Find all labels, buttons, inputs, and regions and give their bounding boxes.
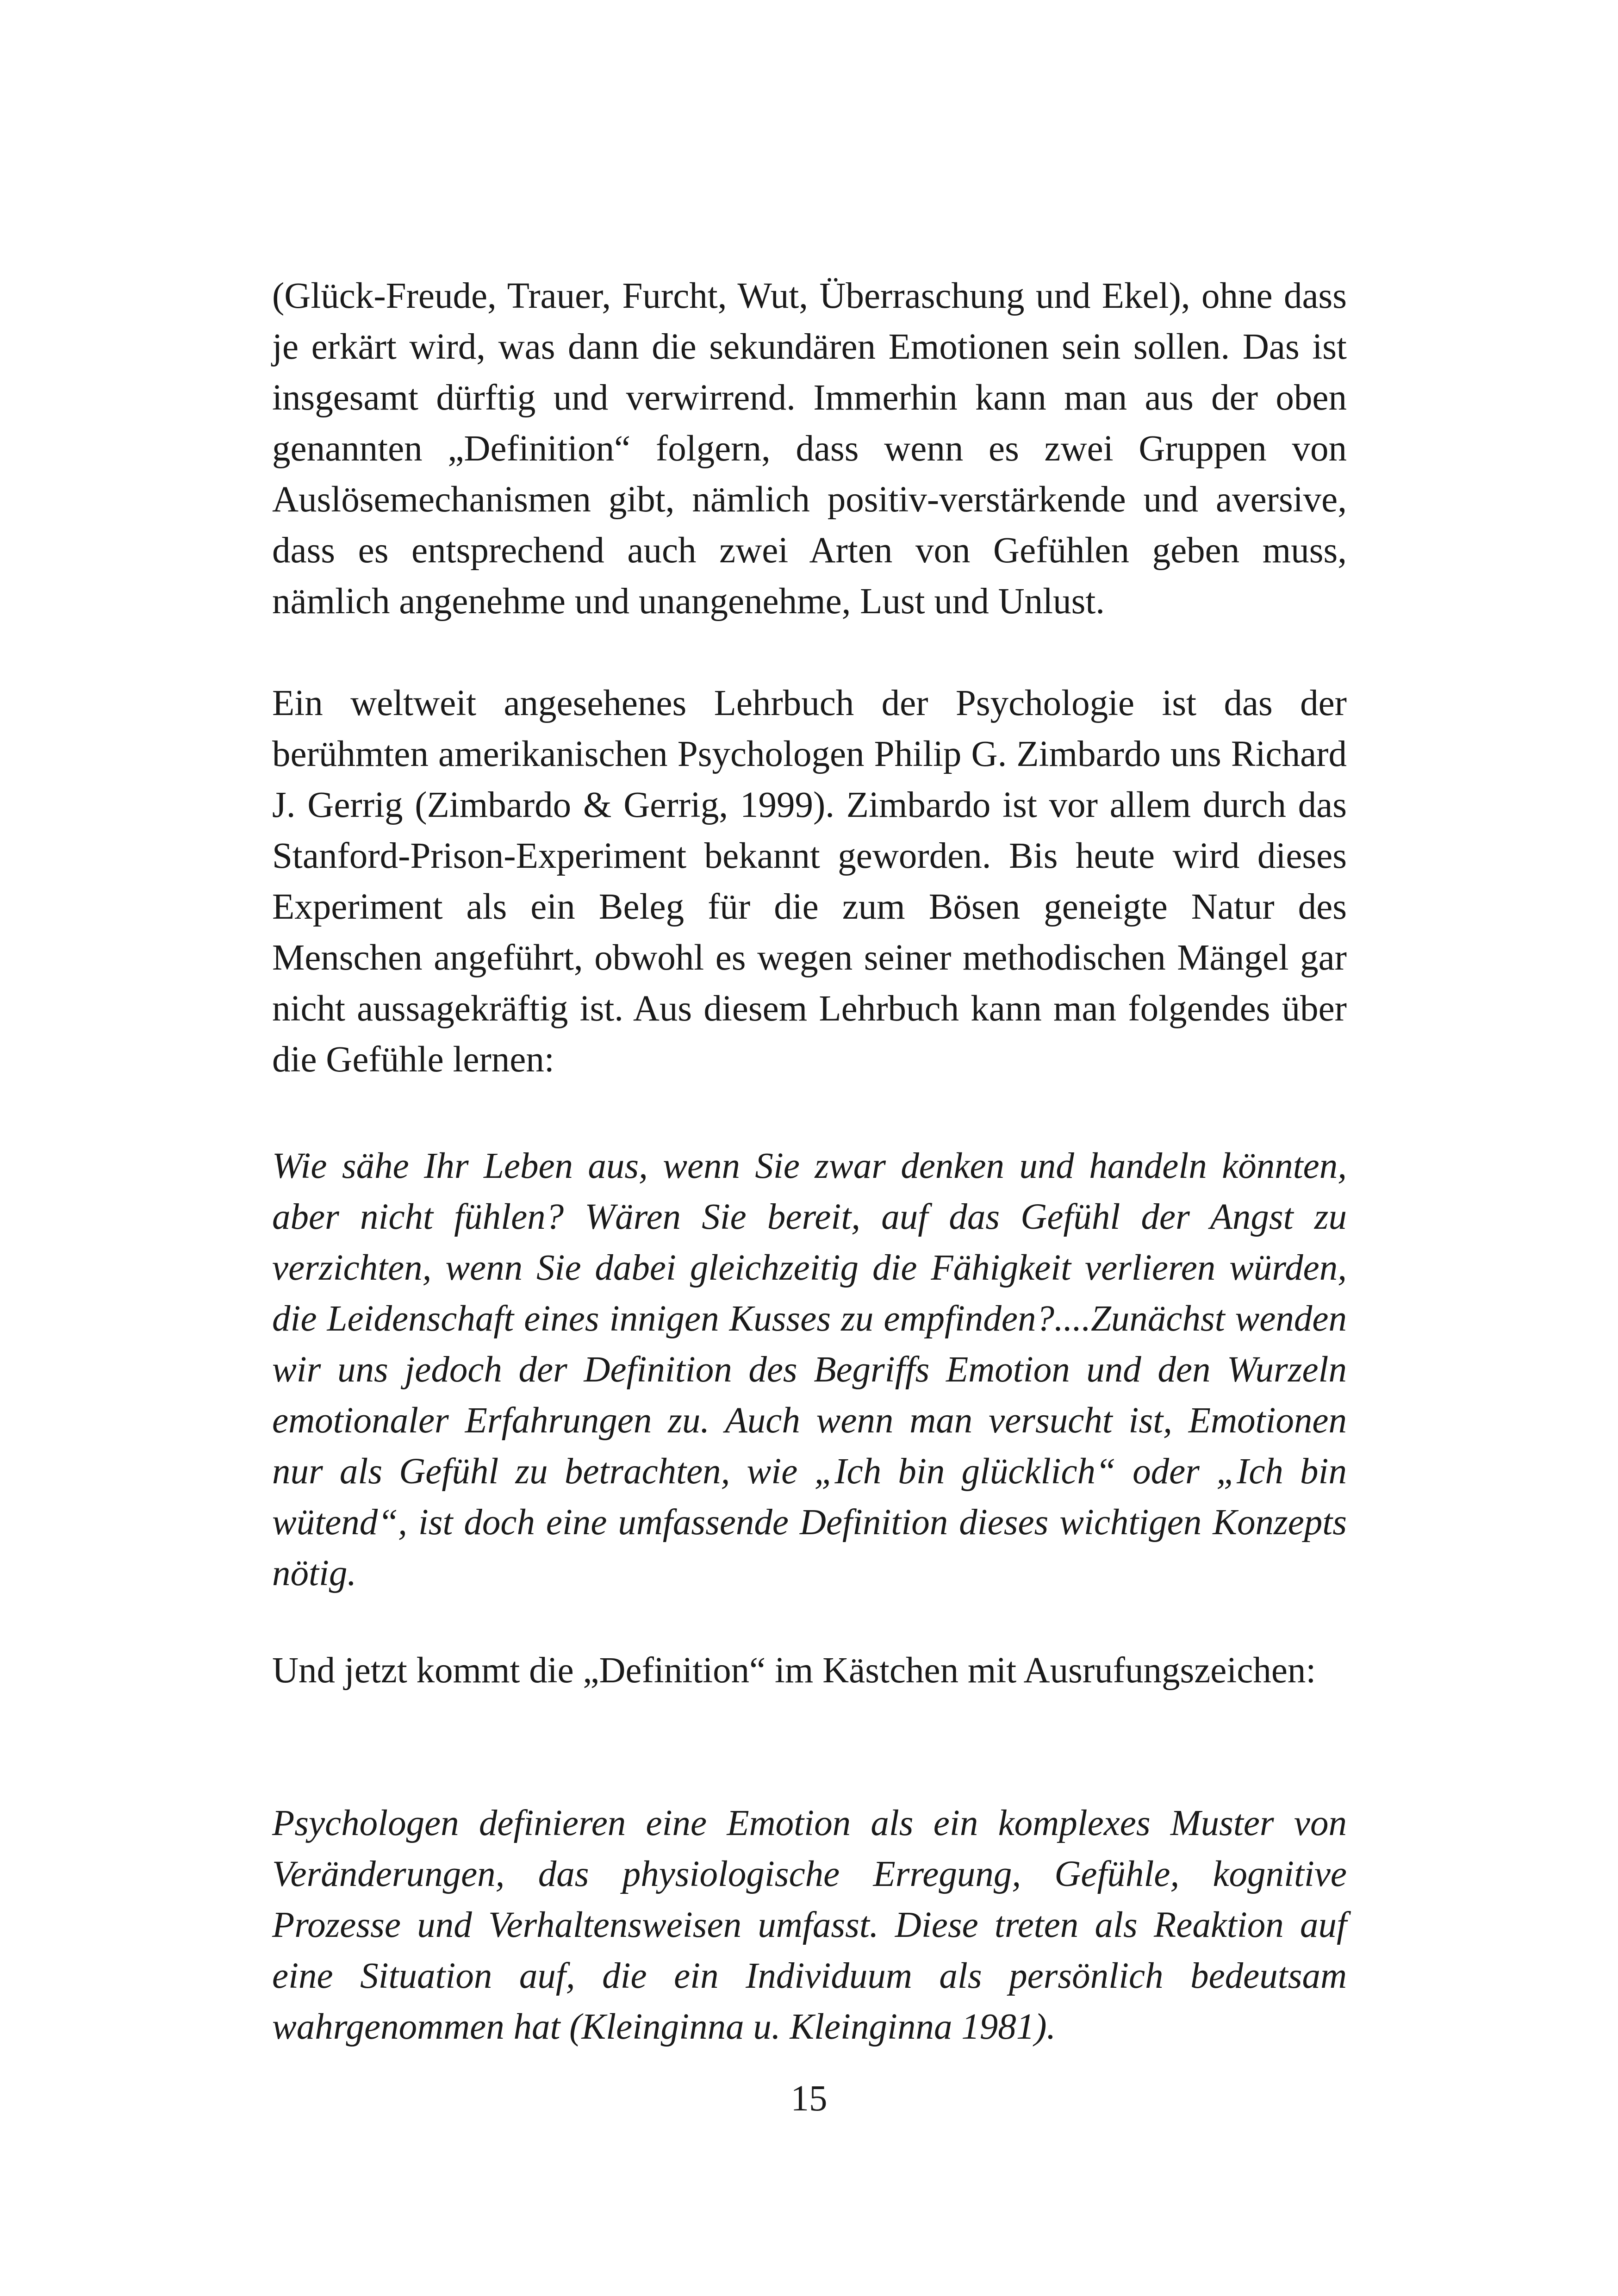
paragraph-zimbardo-textbook: Ein weltweit angesehenes Lehrbuch der Psychologie ist das der berühmten amerikanischen Psychologen Philip G. Zimbardo uns Richard J. Gerrig (Zimbardo & Gerrig, 1999). Zimbardo ist vor allem durch das Stanford-Prison-Experiment bekannt geworden. Bis heute wird dieses Experiment als ein Beleg für die zum Bösen geneigte Natur des Menschen angeführt, obwohl es wegen seiner methodischen Mängel gar nicht aussagekräftig ist. Aus diesem Lehrbuch kann man folgendes über die Gefühle lernen: (272, 683, 1347, 1080)
quote-textbook-introduction: Wie sähe Ihr Leben aus, wenn Sie zwar denken und handeln könnten, aber nicht fühlen? Wären Sie bereit, auf das Gefühl der Angst zu verzichten, wenn Sie dabei gleichzeitig die Fähigkeit verlieren würden, die Leidenschaft eines innigen Kusses zu empfinden?....Zunächst wenden wir uns jedoch der Definition des Begriffs Emotion und den Wurzeln emotionaler Erfahrungen zu. Auch wenn man versucht ist, Emotionen nur als Gefühl zu betrachten, wie „Ich bin glücklich“ oder „Ich bin wütend“, ist doch eine umfassende Definition dieses wichtigen Konzepts nötig. (272, 1146, 1347, 1593)
paragraph-definition-intro: Und jetzt kommt die „Definition“ im Kästchen mit Ausrufungszeichen: (272, 1650, 1316, 1691)
paragraph-basic-emotions: (Glück-Freude, Trauer, Furcht, Wut, Überraschung und Ekel), ohne dass je erkärt wird, was dann die sekundären Emotionen sein sollen. Das ist insgesamt dürftig und verwirrend. Immerhin kann man aus der oben genannten „Definition“ folgern, dass wenn es zwei Gruppen von Auslösemechanismen gibt, nämlich positiv-verstärkende und aversive, dass es entsprechend auch zwei Arten von Gefühlen geben muss, nämlich angenehme und unangenehme, Lust und Unlust. (272, 276, 1347, 622)
page-number: 15 (790, 2078, 828, 2119)
quote-emotion-definition: Psychologen definieren eine Emotion als ein komplexes Muster von Veränderungen, das physiologische Erregung, Gefühle, kognitive Prozesse und Verhaltensweisen umfasst. Diese treten als Reaktion auf eine Situation auf, die ein Individuum als persönlich bedeutsam wahrgenommen hat (Kleinginna u. Kleinginna 1981). (272, 1803, 1347, 2047)
